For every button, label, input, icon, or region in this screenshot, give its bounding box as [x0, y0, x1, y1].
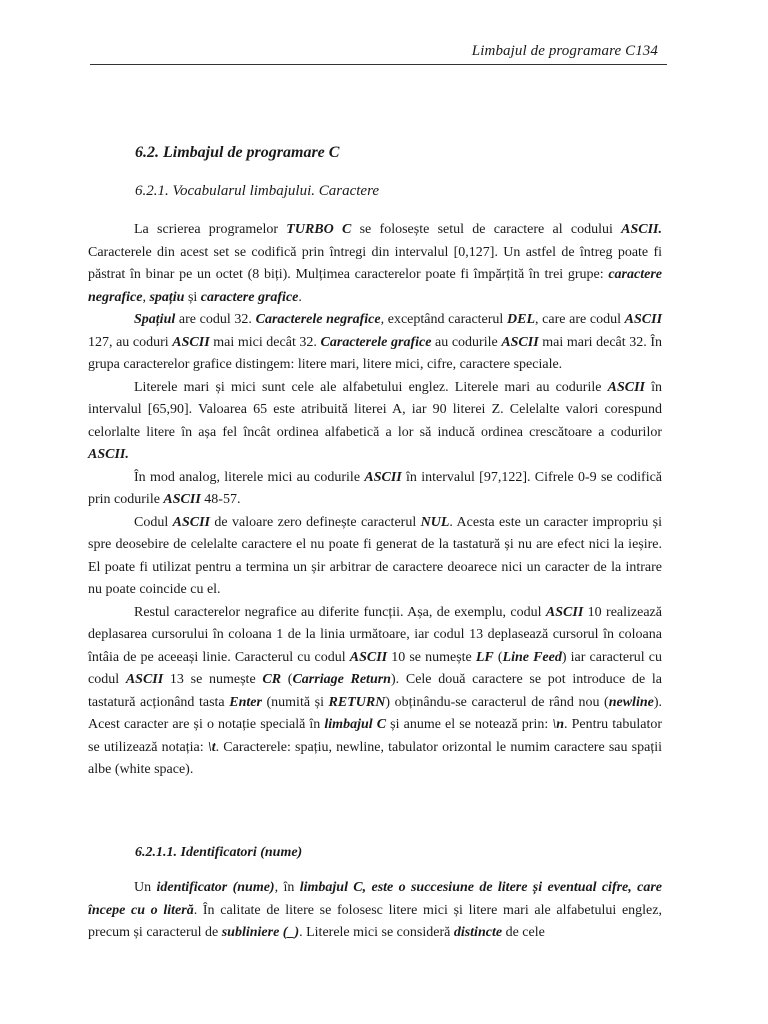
emphasized-text: distincte	[453, 925, 503, 940]
emphasized-text: ASCII.	[88, 447, 129, 462]
text-run: și	[184, 289, 201, 305]
header-rule	[90, 64, 667, 65]
emphasized-text: Carriage Return	[292, 672, 391, 687]
paragraph	[88, 512, 662, 602]
text-run: Caracterele din acest set se codifică prin întregi din intervalul [0,127]. Un astfel de întreg poate fi păstrat în binar pe un octet (8 biți). Mulțimea caracterelor poate fi împărțită în trei grupe:	[88, 244, 662, 282]
emphasized-text: \n	[552, 717, 565, 732]
text-run: La scrierea programelor	[134, 222, 287, 237]
emphasized-text: Line Feed	[502, 649, 562, 665]
emphasized-text: Caracterele grafice	[320, 334, 432, 350]
emphasized-text: Caracterele negrafice	[255, 312, 381, 327]
paragraph	[88, 309, 662, 377]
emphasized-text: Enter	[229, 694, 262, 710]
running-header	[472, 43, 658, 60]
text-run: . În calitate de litere se folosesc litere mici și litere mari ale alfabetului englez, precum și caracterul de	[88, 902, 662, 940]
emphasized-text: CR	[262, 672, 282, 687]
text-run: . Caracterele: spațiu, newline, tabulator orizontal le numim caractere sau spații albe (white space).	[88, 739, 663, 777]
subsubsection-heading: 6.2.1.1. Identificatori (nume)	[135, 845, 303, 860]
text-run: 127, au coduri	[88, 334, 173, 350]
text-run: , exceptând caracterul	[380, 312, 507, 327]
section-heading: 6.2. Limbajul de programare C	[135, 144, 340, 161]
emphasized-text: ASCII	[624, 312, 663, 327]
emphasized-text: TURBO C	[286, 222, 352, 237]
text-run: .	[298, 289, 302, 305]
text-run: . Acesta este un caracter impropriu și spre deosebire de celelalte caractere el nu poate fi generat de la tastatură și nu are efect nici la ieșire. El poate fi utilizat pentru a termina un șir arbitrar de caractere deoarece nici un caracter de la intrare nu poate coincide cu el.	[88, 514, 663, 597]
text-run: mai mici decât 32.	[209, 334, 321, 350]
emphasized-text: ASCII	[349, 649, 388, 665]
text-run: în intervalul [97,122]. Cifrele 0-9 se codifică prin codurile	[88, 469, 663, 507]
emphasized-text: ASCII	[163, 492, 201, 507]
paragraph	[88, 377, 662, 467]
paragraph	[88, 877, 662, 945]
text-run: și anume el se notează prin:	[386, 717, 553, 732]
emphasized-text: limbajul C, este o succesiune de litere și eventual cifre, care începe cu o literă	[88, 880, 662, 918]
emphasized-text: caractere grafice	[200, 289, 299, 305]
emphasized-text: ASCII	[172, 334, 210, 350]
text-run: , în	[274, 880, 300, 895]
text-run: , care are codul	[535, 312, 625, 327]
emphasized-text: RETURN	[328, 694, 386, 710]
paragraph	[88, 602, 662, 782]
text-run: ). Acest caracter are și o notație specială în	[88, 694, 663, 732]
text-run: 10 realizează deplasarea cursorului în coloana 1 de la linia următoare, iar codul 13 deplasează cursorul în coloana întâia de pe aceeași linie. Caracterul cu codul	[88, 604, 662, 665]
text-run: au codurile	[431, 334, 502, 350]
text-run: ) iar caracterul cu codul	[88, 649, 662, 687]
emphasized-text: identificator (nume)	[156, 880, 275, 895]
text-run: mai mari decât 32. În grupa caracterelor grafice distingem: litere mari, litere mici, cifre, caractere speciale.	[88, 334, 662, 372]
emphasized-text: ASCII	[607, 379, 645, 395]
text-run: În mod analog, literele mici au codurile	[134, 469, 365, 485]
text-run: . Literele mici se consideră	[299, 925, 454, 940]
emphasized-text: \t	[207, 739, 216, 755]
text-run: de valoare zero definește caracterul	[210, 514, 421, 530]
text-run: în intervalul [65,90]. Valoarea 65 este atribuită literei A, iar 90 literei Z. Celelalte valori corespund celorlalte litere în așa fel încât ordinea alfabetică a lor să inducă ordinea crescătoare a codurilor	[88, 379, 663, 440]
text-run: Literele mari și mici sunt cele ale alfabetului englez. Literele mari au codurile	[134, 379, 608, 395]
emphasized-text: ASCII	[172, 514, 210, 530]
text-run: . Pentru tabulator se utilizează notația:	[88, 717, 663, 755]
text-run: ) obținându-se caracterul de rând nou (	[385, 694, 609, 710]
text-run: (	[281, 672, 293, 687]
text-run: (numită și	[261, 694, 329, 710]
emphasized-text: limbajul C	[324, 717, 387, 732]
text-run: de cele	[502, 925, 545, 940]
body-text	[88, 219, 662, 782]
text-run: (	[493, 649, 503, 665]
emphasized-text: NUL	[420, 514, 450, 530]
emphasized-text: DEL	[507, 312, 535, 327]
text-run: Codul	[134, 514, 173, 530]
text-run: Un	[134, 880, 157, 895]
page-number: 134	[635, 43, 658, 59]
emphasized-text: subliniere (_)	[221, 925, 300, 940]
body-text-continued	[88, 877, 662, 945]
running-title: Limbajul de programare C	[471, 43, 636, 59]
text-run: ). Cele două caractere se pot introduce de la tastatură acționând tasta	[88, 672, 662, 710]
text-run: ,	[142, 289, 150, 305]
emphasized-text: LF	[475, 649, 494, 665]
text-run: 13 se numește	[163, 672, 263, 687]
text-run: se folosește setul de caractere al codului	[351, 222, 622, 237]
emphasized-text: caractere negrafice	[88, 267, 662, 305]
emphasized-text: ASCII	[364, 469, 402, 485]
emphasized-text: spațiu	[149, 289, 185, 305]
text-run: 48-57.	[200, 492, 241, 507]
paragraph	[88, 219, 662, 309]
emphasized-text: ASCII.	[621, 222, 662, 237]
subsection-heading: 6.2.1. Vocabularul limbajului. Caractere	[135, 183, 380, 199]
text-run: Restul caracterelor negrafice au diferite funcții. Așa, de exemplu, codul	[134, 604, 546, 620]
emphasized-text: ASCII	[545, 604, 584, 620]
emphasized-text: ASCII	[125, 672, 164, 687]
emphasized-text: ASCII	[501, 334, 539, 350]
emphasized-text: Spațiul	[134, 312, 176, 327]
text-run: 10 se numește	[387, 649, 476, 665]
text-run: are codul 32.	[175, 312, 256, 327]
emphasized-text: newline	[608, 694, 654, 710]
paragraph	[88, 467, 662, 512]
